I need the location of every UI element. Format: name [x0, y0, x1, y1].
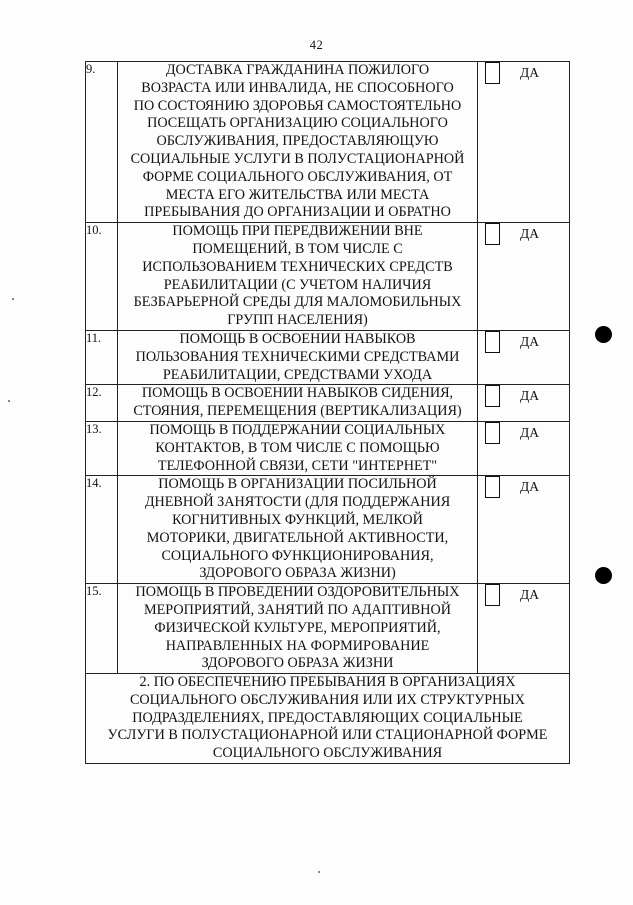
- service-row: [86, 330, 570, 384]
- service-row: [86, 385, 570, 422]
- row-number: 10.: [86, 223, 118, 331]
- service-description-line: ЗДОРОВОГО ОБРАЗА ЖИЗНИ): [199, 565, 396, 582]
- yes-label: ДА: [520, 587, 539, 603]
- service-description-line: ПОМОЩЬ В ОРГАНИЗАЦИИ ПОСИЛЬНОЙ: [158, 476, 437, 493]
- answer-cell: [478, 330, 570, 384]
- answer-option: [478, 385, 569, 407]
- yes-label: ДА: [520, 333, 539, 349]
- section-heading-row: [86, 674, 570, 764]
- answer-cell: [478, 223, 570, 331]
- service-description-line: ДНЕВНОЙ ЗАНЯТОСТИ (ДЛЯ ПОДДЕРЖАНИЯ: [144, 494, 451, 511]
- punch-hole: [595, 567, 612, 584]
- service-row: [86, 584, 570, 674]
- services-table-body: [86, 62, 570, 764]
- service-description-line: ПОСЕЩАТЬ ОРГАНИЗАЦИЮ СОЦИАЛЬНОГО: [147, 115, 448, 132]
- yes-checkbox[interactable]: [485, 62, 500, 84]
- service-description-line: СОЦИАЛЬНЫЕ УСЛУГИ В ПОЛУСТАЦИОНАРНОЙ: [130, 150, 465, 167]
- scan-speck: [318, 871, 320, 873]
- service-description: [118, 330, 478, 384]
- answer-cell: [478, 385, 570, 422]
- service-description-line: ПОМОЩЬ В ОСВОЕНИИ НАВЫКОВ: [179, 330, 416, 347]
- service-description-line: КОГНИТИВНЫХ ФУНКЦИЙ, МЕЛКОЙ: [172, 511, 423, 528]
- service-description-line: ПОЛЬЗОВАНИЯ ТЕХНИЧЕСКИМИ СРЕДСТВАМИ: [135, 348, 460, 365]
- service-description: [118, 421, 478, 475]
- section-heading-line: ПОДРАЗДЕЛЕНИЯХ, ПРЕДОСТАВЛЯЮЩИХ СОЦИАЛЬНЫЕ: [132, 709, 523, 726]
- row-number: 15.: [86, 584, 118, 674]
- yes-label: ДА: [520, 479, 539, 495]
- service-description-line: НАПРАВЛЕННЫХ НА ФОРМИРОВАНИЕ: [165, 637, 430, 654]
- service-description-line: ГРУПП НАСЕЛЕНИЯ): [227, 312, 368, 329]
- service-row: [86, 223, 570, 331]
- service-description-line: БЕЗБАРЬЕРНОЙ СРЕДЫ ДЛЯ МАЛОМОБИЛЬНЫХ: [133, 294, 462, 311]
- service-description-line: ПО СОСТОЯНИЮ ЗДОРОВЬЯ САМОСТОЯТЕЛЬНО: [133, 97, 462, 114]
- answer-cell: [478, 421, 570, 475]
- row-number: 11.: [86, 330, 118, 384]
- answer-cell: [478, 62, 570, 223]
- row-number: 13.: [86, 421, 118, 475]
- service-description: [118, 584, 478, 674]
- service-description-line: ТЕЛЕФОННОЙ СВЯЗИ, СЕТИ "ИНТЕРНЕТ": [157, 457, 438, 474]
- yes-checkbox[interactable]: [485, 584, 500, 606]
- service-description-line: ПРЕБЫВАНИЯ ДО ОРГАНИЗАЦИИ И ОБРАТНО: [144, 204, 451, 221]
- service-description: [118, 476, 478, 584]
- section-heading-line: СОЦИАЛЬНОГО ОБСЛУЖИВАНИЯ ИЛИ ИХ СТРУКТУРНЫХ: [129, 691, 526, 708]
- row-number: 12.: [86, 385, 118, 422]
- yes-label: ДА: [520, 388, 539, 404]
- section-heading-line: 2. ПО ОБЕСПЕЧЕНИЮ ПРЕБЫВАНИЯ В ОРГАНИЗАЦИЯХ: [139, 674, 516, 691]
- punch-hole: [595, 326, 612, 343]
- page-number: 42: [309, 38, 324, 52]
- service-description: [118, 385, 478, 422]
- service-description-line: ФОРМЕ СОЦИАЛЬНОГО ОБСЛУЖИВАНИЯ, ОТ: [142, 168, 453, 185]
- service-description-line: СОЦИАЛЬНОГО ФУНКЦИОНИРОВАНИЯ,: [161, 547, 434, 564]
- service-description-line: РЕАБИЛИТАЦИИ (С УЧЕТОМ НАЛИЧИЯ: [163, 276, 432, 293]
- services-table: [85, 61, 570, 764]
- service-row: [86, 62, 570, 223]
- service-description: [118, 62, 478, 223]
- section-heading: [86, 674, 570, 764]
- service-description-line: МЕСТА ЕГО ЖИТЕЛЬСТВА ИЛИ МЕСТА: [165, 186, 430, 203]
- service-description-line: КОНТАКТОВ, В ТОМ ЧИСЛЕ С ПОМОЩЬЮ: [155, 439, 440, 456]
- service-description-line: РЕАБИЛИТАЦИИ, СРЕДСТВАМИ УХОДА: [162, 366, 433, 383]
- service-description-line: ФИЗИЧЕСКОЙ КУЛЬТУРЕ, МЕРОПРИЯТИЙ,: [154, 619, 441, 636]
- row-number: 14.: [86, 476, 118, 584]
- service-description-line: ЗДОРОВОГО ОБРАЗА ЖИЗНИ: [201, 655, 394, 672]
- service-row: [86, 476, 570, 584]
- answer-cell: [478, 584, 570, 674]
- service-description: [118, 223, 478, 331]
- service-description-line: ПОМОЩЬ В ПРОВЕДЕНИИ ОЗДОРОВИТЕЛЬНЫХ: [135, 584, 460, 601]
- answer-option: [478, 331, 569, 353]
- service-row: [86, 421, 570, 475]
- yes-checkbox[interactable]: [485, 476, 500, 498]
- service-description-line: МЕРОПРИЯТИЙ, ЗАНЯТИЙ ПО АДАПТИВНОЙ: [143, 601, 452, 618]
- scan-speck: [12, 298, 14, 300]
- service-description-line: СТОЯНИЯ, ПЕРЕМЕЩЕНИЯ (ВЕРТИКАЛИЗАЦИЯ): [133, 403, 462, 420]
- answer-option: [478, 584, 569, 606]
- service-description-line: ПОМОЩЬ В ПОДДЕРЖАНИИ СОЦИАЛЬНЫХ: [149, 421, 446, 438]
- row-number: 9.: [86, 62, 118, 223]
- service-description-line: ВОЗРАСТА ИЛИ ИНВАЛИДА, НЕ СПОСОБНОГО: [141, 79, 454, 96]
- yes-label: ДА: [520, 226, 539, 242]
- service-description-line: ДОСТАВКА ГРАЖДАНИНА ПОЖИЛОГО: [165, 62, 430, 78]
- yes-checkbox[interactable]: [485, 223, 500, 245]
- yes-checkbox[interactable]: [485, 385, 500, 407]
- yes-checkbox[interactable]: [485, 331, 500, 353]
- service-description-line: МОТОРИКИ, ДВИГАТЕЛЬНОЙ АКТИВНОСТИ,: [146, 529, 449, 546]
- service-description-line: ПОМОЩЬ ПРИ ПЕРЕДВИЖЕНИИ ВНЕ: [172, 223, 423, 240]
- service-description-line: ИСПОЛЬЗОВАНИЕМ ТЕХНИЧЕСКИХ СРЕДСТВ: [142, 258, 453, 275]
- answer-option: [478, 422, 569, 444]
- answer-option: [478, 223, 569, 245]
- answer-option: [478, 62, 569, 84]
- yes-checkbox[interactable]: [485, 422, 500, 444]
- yes-label: ДА: [520, 65, 539, 80]
- scan-speck: [8, 400, 10, 402]
- answer-option: [478, 476, 569, 498]
- service-description-line: ОБСЛУЖИВАНИЯ, ПРЕДОСТАВЛЯЮЩУЮ: [156, 133, 439, 150]
- answer-cell: [478, 476, 570, 584]
- service-description-line: ПОМОЩЬ В ОСВОЕНИИ НАВЫКОВ СИДЕНИЯ,: [141, 385, 454, 402]
- section-heading-line: СОЦИАЛЬНОГО ОБСЛУЖИВАНИЯ: [212, 745, 443, 762]
- yes-label: ДА: [520, 424, 539, 440]
- service-description-line: ПОМЕЩЕНИЙ, В ТОМ ЧИСЛЕ С: [192, 240, 403, 257]
- section-heading-line: УСЛУГИ В ПОЛУСТАЦИОНАРНОЙ ИЛИ СТАЦИОНАРНОЙ ФОРМЕ: [107, 727, 548, 744]
